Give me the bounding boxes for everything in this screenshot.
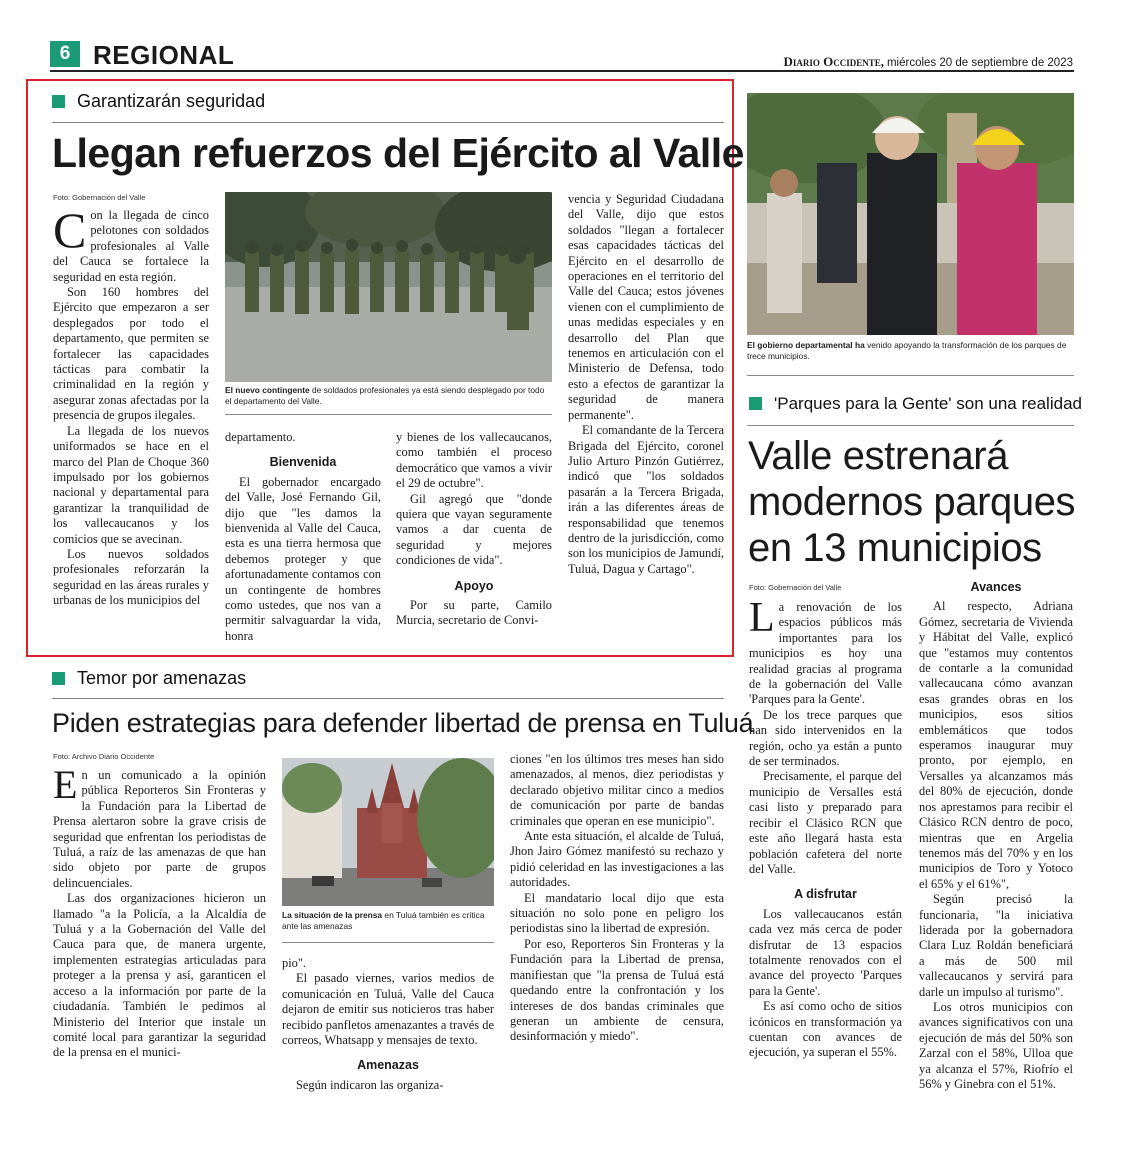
article1-photo-credit: Foto: Gobernación del Valle — [53, 193, 146, 202]
subhead-amenazas: Amenazas — [357, 1058, 419, 1073]
article2-paragraph: pio". — [282, 956, 306, 970]
article1-paragraph: y bienes de los vallecaucanos, como también el proceso democrático que vamos a vivir el 29 de octubre". — [396, 430, 552, 491]
article1-paragraph: El gobernador encargado del Valle, José Fernando Gil, dijo que "les damos la bienvenida al Valle del Cauca, esta es una tierra hermosa que debemos proteger y que afortunadamente contamos con un contingente de hombres como ustedes, que nos van a permitir salvaguardar la vida, honra — [225, 474, 381, 643]
article1-kicker-rule — [52, 122, 724, 123]
article2-kicker-rule — [52, 698, 724, 699]
article3-paragraph: Precisamente, el parque del municipio de Versalles está casi listo y preparado para recibir el Clásico RCN que este año llegará hasta esta población cafetera del norte del Valle. — [749, 769, 902, 876]
article1-paragraph: El comandante de la Tercera Brigada del Ejército, coronel Julio Arturo Pinzón Gutiérrez, indicó que "los soldados pasarán a la Tercera Brigada, irán a las diferentes áreas de responsabilidad que tenemos dentro de la jurisdicción, como son los municipios de Jamundí, Tuluá, Dagua y Cartago". — [568, 423, 724, 576]
article2-paragraph: ciones "en los últimos tres meses han sido amenazados, al menos, diez periodistas y declarado objetivo militar cinco a medios de comunicación por parte de bandas criminales que operan en ese municipio". — [510, 752, 724, 828]
kicker-square-icon — [52, 95, 65, 108]
article3-caption-rule — [747, 375, 1074, 376]
dropcap: L — [749, 595, 775, 641]
kicker-square-icon — [52, 672, 65, 685]
dropcap: C — [53, 202, 87, 258]
article2-paragraph: Las dos organizaciones hicieron un llamado "a la Policía, a la Alcaldía de Tuluá y a la Gobernación del Valle del Cauca para que, de manera urgente, implementen estrategias articuladas para proteger a la prensa y así, garanticen el acceso a la información por parte de la ciudadanía. También le pedimos al Ministerio del Interior que instale un comité local para garantizar la seguridad de la prensa en el munici- — [53, 891, 266, 1060]
article3-paragraph: Al respecto, Adriana Gómez, secretaria de Vivienda y Hábitat del Valle, explicó que "estamos muy contentos de contarle a la comunidad vallecaucana cómo avanzan esas grandes obras en los municipios, esos sitios emblemáticos que todos esperamos inaugurar muy pronto, por ejemplo, en Versalles ya alcanzamos más del 80% de ejecución, donde nos aprestamos para recibir el Clásico RCN dentro de poco, mientras que en Argelia tenemos más del 70% y en los municipios de Toro y Yotoco el 65% y el 61%", — [919, 599, 1073, 891]
subhead-bienvenida: Bienvenida — [269, 455, 337, 470]
section-title: REGIONAL — [93, 40, 235, 70]
paper-name: Diario Occidente, — [783, 54, 884, 69]
article2-column-1 — [53, 762, 266, 1061]
article3-caption: El gobierno departamental ha venido apoyando la transformación de los parques de trece municipios. — [747, 340, 1067, 361]
article1-paragraph: departamento. — [225, 430, 296, 444]
article1-paragraph: Con la llegada de cinco pelotones con soldados profesionales al Valle del Cauca se fortalece la seguridad en esta región. — [53, 202, 209, 284]
article1-paragraph: Por su parte, Camilo Murcia, secretario de Convi- — [396, 598, 552, 628]
masthead-dateline — [783, 54, 1073, 70]
issue-date: miércoles 20 de septiembre de 2023 — [886, 57, 1073, 69]
article1-paragraph: Los nuevos soldados profesionales reforzarán la seguridad en las áreas rurales y urbanas de los municipios del — [53, 546, 209, 608]
article2-paragraph: En un comunicado a la opinión pública Reporteros Sin Fronteras y la Fundación para la Libertad de Prensa alertaron sobre la grave crisis de seguridad que enfrentan los periodistas de Tuluá, a raíz de las amenazas de que han sido objeto por parte de grupos delincuenciales. — [53, 762, 266, 890]
article1-paragraph: Son 160 hombres del Ejército que empezaron a ser desplegados por todo el departamento, que permiten se fortalecer las capacidades tácticas para combatir la criminalidad en la región y asegurar zonas afectadas por la presencia de grupos ilegales. — [53, 285, 209, 423]
article3-paragraph: Los vallecaucanos están cada vez más cerca de poder disfrutar de 13 espacios totalmente renovados con el avance del proyecto 'Parques para la Gente'. — [749, 906, 902, 998]
article2-paragraph: Según indicaron las organiza- — [296, 1077, 444, 1092]
kicker-square-icon — [749, 397, 762, 410]
soldiers-photo — [225, 192, 552, 382]
article2-paragraph: El pasado viernes, varios medios de comunicación en Tuluá, Valle del Cauca dejaron de emitir sus noticieros tras haber recibido panfletos amenazantes a través de correos, Whatsapp y mensajes de texto. — [282, 971, 494, 1048]
article2-caption: La situación de la prensa en Tuluá también es crítica ante las amenazas — [282, 910, 485, 931]
article1-kicker — [52, 91, 265, 112]
article2-headline: Piden estrategias para defender libertad de prensa en Tuluá — [52, 708, 754, 738]
article2-kicker — [52, 668, 246, 689]
article2-caption-rule — [282, 942, 494, 943]
article1-caption: El nuevo contingente de soldados profesionales ya está siendo desplegado por todo el departamento del Valle. — [225, 385, 545, 406]
article1-paragraph: Gil agregó que "donde quiera que vayan seguramente vamos a dar cuenta de seguridad y mejores condiciones de vida". — [396, 491, 552, 568]
article3-paragraph: Según precisó la funcionaria, "la iniciativa liderada por la gobernadora Clara Luz Roldán beneficiará a más de 500 mil vallecaucanos y servirá para darle un impulso al turismo". — [919, 892, 1073, 999]
article3-kicker — [749, 394, 1082, 414]
article1-paragraph: La llegada de los nuevos uniformados se hace en el marco del Plan de Choque 360 impulsado por los gobiernos nacional y departamental para garantizar la tranquilidad de los vallecaucanos y los comicios que se avecinan. — [53, 423, 209, 546]
article1-column-1 — [53, 202, 209, 609]
article3-kicker-text: 'Parques para la Gente' son una realidad — [774, 394, 1082, 413]
article1-kicker-text: Garantizarán seguridad — [77, 91, 266, 111]
article2-column-2 — [282, 956, 494, 1093]
article2-paragraph: Por eso, Reporteros Sin Fronteras y la Fundación para la Libertad de prensa, manifiestan que "la prensa de Tuluá está quedando entre la confrontación y los intereses de dos bandas criminales que generan un ambiente de censura, desinformación y miedo". — [510, 936, 724, 1044]
masthead-rule — [50, 70, 1074, 72]
article2-paragraph: Ante esta situación, el alcalde de Tuluá, Jhon Jairo Gómez manifestó su rechazo y pidió celeridad en las investigaciones a las autoridades. — [510, 829, 724, 890]
article1-column-3 — [396, 430, 552, 629]
article3-column-1 — [749, 595, 902, 1061]
dropcap: E — [53, 762, 78, 807]
article2-paragraph: El mandatario local dijo que esta situación no solo pone en peligro los periodistas sino la libertad de expresión. — [510, 890, 724, 936]
subhead-a-disfrutar: A disfrutar — [794, 887, 857, 902]
article2-column-3 — [510, 752, 724, 1045]
article3-paragraph: La renovación de los espacios públicos más importantes para los municipios es hoy una realidad gracias al programa de la gobernación del Valle 'Parques para la Gente'. — [749, 595, 902, 707]
article3-paragraph: Es así como ocho de sitios icónicos en transformación ya cuentan con avances de ejecución, ya superan el 55%. — [749, 999, 902, 1060]
subhead-apoyo: Apoyo — [454, 578, 494, 593]
article1-headline: Llegan refuerzos del Ejército al Valle — [52, 130, 744, 176]
article3-column-2 — [919, 580, 1073, 1092]
church-photo — [282, 758, 494, 906]
article1-caption-rule — [225, 414, 552, 415]
article1-paragraph: vencia y Seguridad Ciudadana del Valle, dijo que estos soldados "llegan a fortalecer esas capacidades tácticas del Ejército en el desarrollo de operaciones en el territorio del Valle del Cauca; estos jóvenes vienen con el cumplimiento de unas medidas especiales y en desarrollo del Plan que tenemos en articulación con el Ministerio de Defensa, todo esto a efectos de garantizar la seguridad de manera permanente". — [568, 192, 724, 422]
article3-headline: Valle estrenará modernos parques en 13 municipios — [748, 434, 1076, 570]
subhead-avances: Avances — [970, 580, 1022, 594]
article3-paragraph: Los otros municipios con avances significativos con una ejecución de más del 50% son Zarzal con el 58%, Ulloa que ya alcanza el 57%, Riofrío el 56% y Ginebra con el 51%. — [919, 999, 1073, 1091]
parks-photo — [747, 93, 1074, 335]
article1-column-4 — [568, 192, 724, 577]
article3-paragraph: De los trece parques que han sido intervenidos en la región, ocho ya están a punto de ser terminados. — [749, 707, 902, 769]
page-number-badge: 6 — [50, 41, 80, 67]
article2-kicker-text: Temor por amenazas — [77, 668, 247, 688]
article3-kicker-rule — [747, 425, 1074, 426]
article2-photo-credit: Foto: Archivo Diario Occidente — [53, 752, 155, 761]
article1-column-2 — [225, 430, 381, 644]
article3-photo-credit: Foto: Gobernación del Valle — [749, 583, 842, 592]
